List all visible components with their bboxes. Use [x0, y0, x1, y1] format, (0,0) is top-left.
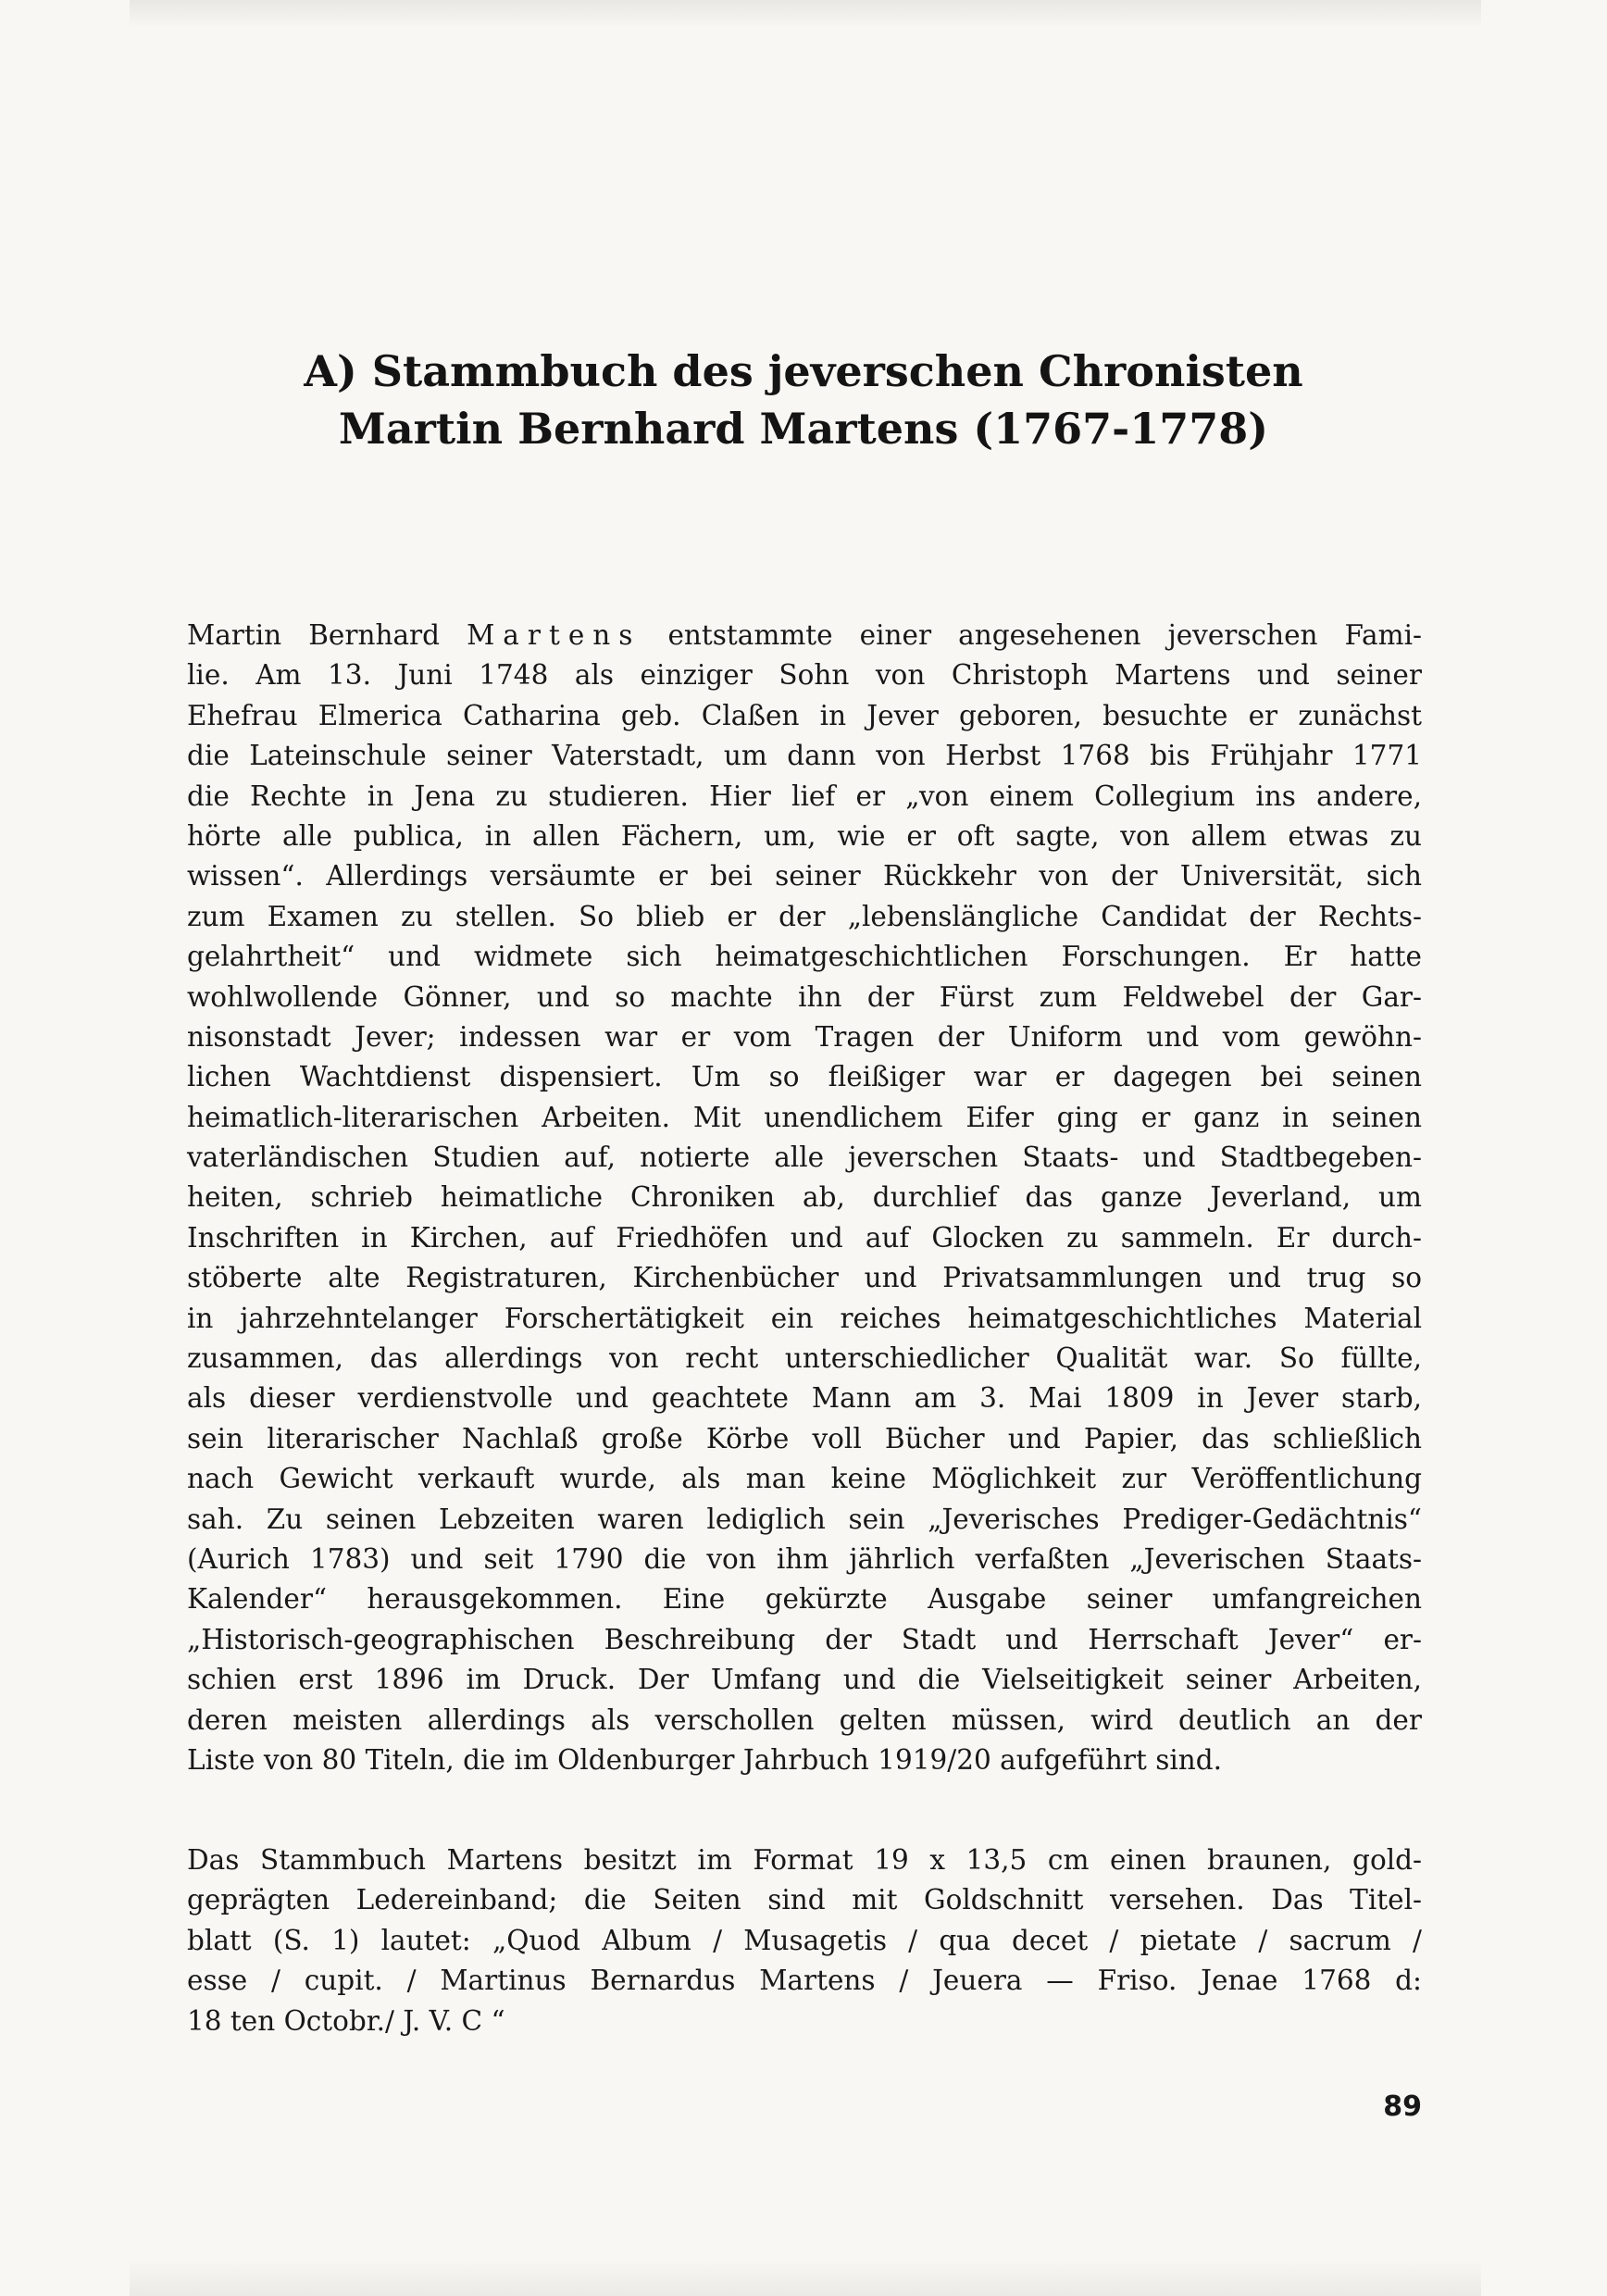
text-line: sein literarischer Nachlaß große Körbe voll Bücher und Papier, das schließlich [187, 1422, 1422, 1454]
text-line: gelahrtheit“ und widmete sich heimatgeschichtlichen Forschungen. Er hatte [187, 941, 1422, 973]
text-line: blatt (S. 1) lautet: „Quod Album / Musagetis / qua decet / pietate / sacrum / [187, 1924, 1422, 1956]
text-line: geprägten Ledereinband; die Seiten sind mit Goldschnitt versehen. Das Titel- [187, 1884, 1422, 1916]
text-line: 18 ten Octobr./ J. V. C “ [187, 2004, 505, 2037]
scan-edge-top [130, 0, 1481, 28]
text-line: Inschriften in Kirchen, auf Friedhöfen und auf Glocken zu sammeln. Er durch- [187, 1221, 1422, 1254]
text-line: Das Stammbuch Martens besitzt im Format 19 x 13,5 cm einen braunen, gold- [187, 1844, 1422, 1876]
emphasized-surname: Martens [467, 619, 642, 651]
text-line: heimatlich-literarischen Arbeiten. Mit unendlichem Eifer ging er ganz in seinen [187, 1101, 1422, 1133]
chapter-title-line-2: Martin Bernhard Martens (1767-1778) [338, 404, 1269, 454]
chapter-title-line-1: A) Stammbuch des jeverschen Chronisten [304, 346, 1303, 396]
text-line: Liste von 80 Titeln, die im Oldenburger Jahrbuch 1919/20 aufgeführt sind. [187, 1743, 1223, 1776]
text-line: (Aurich 1783) und seit 1790 die von ihm jährlich verfaßten „Jeverischen Staats- [187, 1542, 1422, 1575]
text-line: die Lateinschule seiner Vaterstadt, um dann von Herbst 1768 bis Frühjahr 1771 [187, 740, 1422, 772]
chapter-title [185, 343, 1422, 457]
text-line: sah. Zu seinen Lebzeiten waren lediglich sein „Jeverisches Prediger-Gedächtnis“ [187, 1503, 1422, 1535]
text-line: „Historisch-geographischen Beschreibung der Stadt und Herrschaft Jever“ er- [187, 1623, 1422, 1655]
text-line: Kalender“ herausgekommen. Eine gekürzte Ausgabe seiner umfangreichen [187, 1583, 1422, 1616]
text-line: nach Gewicht verkauft wurde, als man keine Möglichkeit zur Veröffentlichung [187, 1463, 1422, 1495]
scan-edge-bottom [130, 2259, 1481, 2296]
text-line: deren meisten allerdings als verschollen gelten müssen, wird deutlich an der [187, 1703, 1422, 1736]
text-line: Ehefrau Elmerica Catharina geb. Claßen in Jever geboren, besuchte er zunächst [187, 699, 1422, 731]
text-line: in jahrzehntelanger Forschertätigkeit ein reiches heimatgeschichtliches Material [187, 1302, 1422, 1334]
text-line: Martin Bernhard Martens entstammte einer angesehenen jeverschen Fami- [187, 619, 1422, 651]
text-line: als dieser verdienstvolle und geachtete Mann am 3. Mai 1809 in Jever starb, [187, 1382, 1422, 1415]
text-line: wissen“. Allerdings versäumte er bei seiner Rückkehr von der Universität, sich [187, 860, 1422, 892]
text-line: wohlwollende Gönner, und so machte ihn der Fürst zum Feldwebel der Gar- [187, 980, 1422, 1013]
text-line: esse / cupit. / Martinus Bernardus Martens / Jeuera — Friso. Jenae 1768 d: [187, 1965, 1422, 1997]
paragraph-album-description [187, 1841, 1422, 2041]
text-line: nisonstadt Jever; indessen war er vom Tragen der Uniform und vom gewöhn- [187, 1020, 1422, 1053]
text-line: zum Examen zu stellen. So blieb er der „lebenslängliche Candidat der Rechts- [187, 900, 1422, 932]
text-line: schien erst 1896 im Druck. Der Umfang und die Vielseitigkeit seiner Arbeiten, [187, 1664, 1422, 1696]
text-line: lie. Am 13. Juni 1748 als einziger Sohn von Christoph Martens und seiner [187, 659, 1422, 692]
text-line: heiten, schrieb heimatliche Chroniken ab, durchlief das ganze Jeverland, um [187, 1181, 1422, 1214]
paragraph-biography [187, 616, 1422, 1780]
text-line: zusammen, das allerdings von recht unterschiedlicher Qualität war. So füllte, [187, 1342, 1422, 1375]
text-line: stöberte alte Registraturen, Kirchenbücher und Privatsammlungen und trug so [187, 1262, 1422, 1294]
text-line: vaterländischen Studien auf, notierte alle jeverschen Staats- und Stadtbegeben- [187, 1142, 1422, 1174]
text-line: hörte alle publica, in allen Fächern, um, wie er oft sagte, von allem etwas zu [187, 819, 1422, 852]
page-number: 89 [1383, 2090, 1422, 2123]
text-line: die Rechte in Jena zu studieren. Hier lief er „von einem Collegium ins andere, [187, 780, 1422, 812]
text-line: lichen Wachtdienst dispensiert. Um so fleißiger war er dagegen bei seinen [187, 1061, 1422, 1093]
